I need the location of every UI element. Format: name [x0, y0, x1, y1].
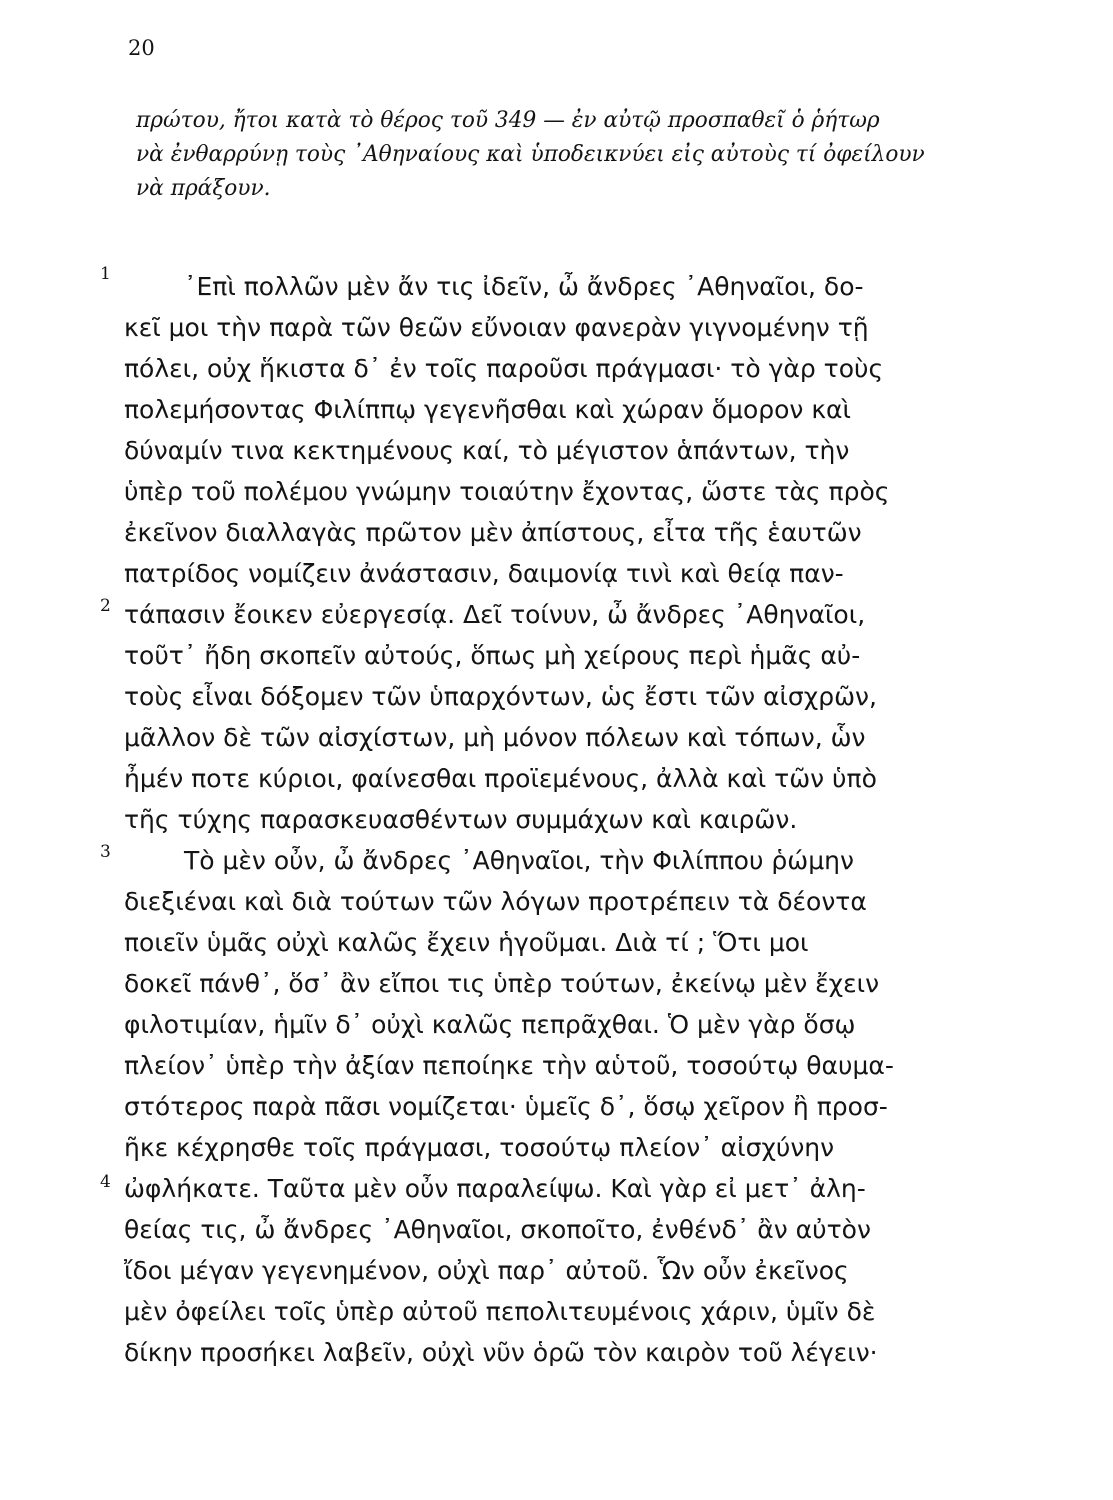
section-number: 2 — [100, 596, 111, 616]
intro-line: νὰ πράξουν. — [136, 176, 271, 201]
text-line: θείας τις, ὦ ἄνδρες ᾿Αθηναῖοι, σκοποῖτο, ἐνθένδ᾿ ἂν αὐτὸν — [124, 1215, 871, 1244]
text-line: τοῦτ᾿ ἤδη σκοπεῖν αὐτούς, ὅπως μὴ χείρους περὶ ἡμᾶς αὐ- — [124, 641, 861, 670]
text-line: ᾿Επὶ πολλῶν μὲν ἄν τις ἰδεῖν, ὦ ἄνδρες ᾿Αθηναῖοι, δο- — [184, 272, 864, 301]
text-line: ἴδοι μέγαν γεγενημένον, οὐχὶ παρ᾿ αὐτοῦ. Ὧν οὖν ἐκεῖνος — [124, 1256, 849, 1285]
text-line: διεξιέναι καὶ διὰ τούτων τῶν λόγων προτρέπειν τὰ δέοντα — [124, 887, 867, 916]
intro-line: πρώτου, ἤτοι κατὰ τὸ θέρος τοῦ 349 — ἐν αὐτῷ προσπαθεῖ ὁ ῥήτωρ — [136, 108, 880, 133]
text-line: τοὺς εἶναι δόξομεν τῶν ὑπαρχόντων, ὡς ἔστι τῶν αἰσχρῶν, — [124, 682, 877, 711]
text-line: ῆκε κέχρησθε τοῖς πράγμασι, τοσούτῳ πλείον᾿ αἰσχύνην — [124, 1133, 835, 1162]
text-line: ἐκεῖνον διαλλαγὰς πρῶτον μὲν ἀπίστους, εἶτα τῆς ἑαυτῶν — [124, 518, 862, 547]
section-number: 4 — [100, 1172, 111, 1192]
text-line: πολεμήσοντας Φιλίππῳ γεγενῆσθαι καὶ χώραν ὅμορον καὶ — [124, 395, 851, 424]
text-line: ποιεῖν ὑμᾶς οὐχὶ καλῶς ἔχειν ἡγοῦμαι. Διὰ τί ; Ὅτι μοι — [124, 928, 809, 957]
section-number: 3 — [100, 842, 111, 862]
intro-line: νὰ ἐνθαρρύνῃ τοὺς ᾿Αθηναίους καὶ ὑποδεικνύει εἰς αὐτοὺς τί ὀφείλουν — [136, 142, 925, 167]
text-line: δίκην προσήκει λαβεῖν, οὐχὶ νῦν ὁρῶ τὸν καιρὸν τοῦ λέγειν· — [124, 1338, 878, 1367]
text-line: πατρίδος νομίζειν ἀνάστασιν, δαιμονίᾳ τινὶ καὶ θείᾳ παν- — [124, 559, 844, 588]
page-number: 20 — [128, 36, 155, 60]
text-line: πόλει, οὐχ ἥκιστα δ᾿ ἐν τοῖς παροῦσι πράγμασι· τὸ γὰρ τοὺς — [124, 354, 884, 383]
text-line: ἦμέν ποτε κύριοι, φαίνεσθαι προϊεμένους, ἀλλὰ καὶ τῶν ὑπὸ — [124, 764, 877, 793]
text-line: πλείον᾿ ὑπὲρ τὴν ἀξίαν πεποίηκε τὴν αὑτοῦ, τοσούτῳ θαυμα- — [124, 1051, 894, 1080]
text-line: μὲν ὀφείλει τοῖς ὑπὲρ αὐτοῦ πεπολιτευμένοις χάριν, ὑμῖν δὲ — [124, 1297, 876, 1326]
text-line: φιλοτιμίαν, ἡμῖν δ᾿ οὐχὶ καλῶς πεπρᾶχθαι. Ὁ μὲν γὰρ ὅσῳ — [124, 1010, 856, 1039]
text-line: κεῖ μοι τὴν παρὰ τῶν θεῶν εὔνοιαν φανερὰν γιγνομένην τῇ — [124, 313, 869, 342]
text-line: Τὸ μὲν οὖν, ὦ ἄνδρες ᾿Αθηναῖοι, τὴν Φιλίππου ῥώμην — [184, 846, 854, 875]
text-line: στότερος παρὰ πᾶσι νομίζεται· ὑμεῖς δ᾿, ὅσῳ χεῖρον ἢ προσ- — [124, 1092, 888, 1121]
text-line: ὠφλήκατε. Ταῦτα μὲν οὖν παραλείψω. Καὶ γὰρ εἰ μετ᾿ ἀλη- — [124, 1174, 866, 1203]
section-number: 1 — [100, 264, 111, 284]
text-line: τῆς τύχης παρασκευασθέντων συμμάχων καὶ καιρῶν. — [124, 805, 798, 834]
text-line: τάπασιν ἔοικεν εὐεργεσίᾳ. Δεῖ τοίνυν, ὦ ἄνδρες ᾿Αθηναῖοι, — [124, 600, 866, 629]
text-line: δύναμίν τινα κεκτημένους καί, τὸ μέγιστον ἁπάντων, τὴν — [124, 436, 850, 465]
text-line: μᾶλλον δὲ τῶν αἰσχίστων, μὴ μόνον πόλεων καὶ τόπων, ὧν — [124, 723, 866, 752]
text-line: ὑπὲρ τοῦ πολέμου γνώμην τοιαύτην ἔχοντας, ὥστε τὰς πρὸς — [124, 477, 890, 506]
text-line: δοκεῖ πάνθ᾿, ὅσ᾿ ἂν εἴποι τις ὑπὲρ τούτων, ἐκείνῳ μὲν ἔχειν — [124, 969, 880, 998]
